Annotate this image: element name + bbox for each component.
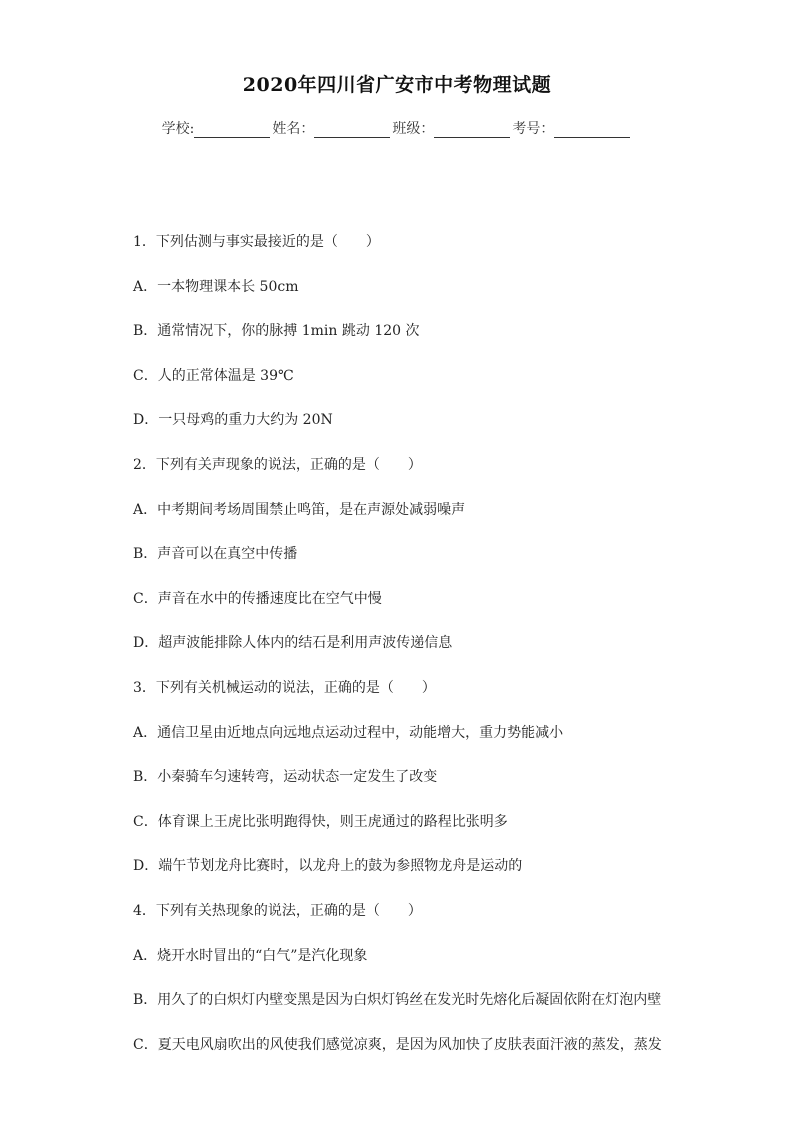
question-3-option-d: D．端午节划龙舟比赛时，以龙舟上的鼓为参照物龙舟是运动的 bbox=[133, 858, 523, 875]
school-blank bbox=[194, 123, 270, 138]
question-3-option-c: C．体育课上王虎比张明跑得快，则王虎通过的路程比张明多 bbox=[133, 813, 508, 830]
class-blank bbox=[434, 123, 510, 138]
question-4-stem: 4．下列有关热现象的说法，正确的是（ ） bbox=[133, 902, 422, 919]
class-field bbox=[392, 118, 512, 138]
question-1-option-a: A．一本物理课本长 50cm bbox=[133, 278, 299, 295]
class-label: 班级： bbox=[392, 121, 435, 137]
question-1-option-b: B．通常情况下，你的脉搏 1min 跳动 120 次 bbox=[133, 323, 420, 340]
question-2-option-c: C．声音在水中的传播速度比在空气中慢 bbox=[133, 590, 382, 607]
exam-number-field bbox=[512, 118, 632, 138]
student-info-line bbox=[0, 118, 794, 138]
question-4-option-a: A．烧开水时冒出的“白气”是汽化现象 bbox=[133, 947, 368, 964]
question-1-stem: 1．下列估测与事实最接近的是（ ） bbox=[133, 234, 380, 250]
question-3-option-a: A．通信卫星由近地点向远地点运动过程中，动能增大，重力势能减小 bbox=[133, 724, 564, 741]
question-3-stem: 3．下列有关机械运动的说法，正确的是（ ） bbox=[133, 679, 436, 696]
school-label: 学校: bbox=[161, 121, 195, 137]
question-2-stem: 2．下列有关声现象的说法，正确的是（ ） bbox=[133, 456, 422, 473]
question-2-option-d: D．超声波能排除人体内的结石是利用声波传递信息 bbox=[133, 635, 453, 652]
name-blank bbox=[314, 123, 390, 138]
question-2-option-b: B．声音可以在真空中传播 bbox=[133, 546, 298, 563]
question-2-option-a: A．中考期间考场周围禁止鸣笛，是在声源处减弱噪声 bbox=[133, 501, 466, 518]
question-1-option-c: C．人的正常体温是 39℃ bbox=[133, 367, 294, 384]
question-3-option-b: B．小秦骑车匀速转弯，运动状态一定发生了改变 bbox=[133, 769, 438, 786]
name-field bbox=[272, 118, 392, 138]
question-list bbox=[133, 232, 773, 1079]
exam-number-blank bbox=[554, 123, 630, 138]
name-label: 姓名： bbox=[272, 121, 315, 137]
school-field bbox=[162, 118, 273, 138]
question-4-option-c: C．夏天电风扇吹出的风使我们感觉凉爽，是因为风加快了皮肤表面汗液的蒸发，蒸发 bbox=[133, 1036, 662, 1053]
question-4-option-b: B．用久了的白炽灯内壁变黑是因为白炽灯钨丝在发光时先熔化后凝固依附在灯泡内壁 bbox=[133, 992, 662, 1009]
exam-number-label: 考号： bbox=[512, 121, 555, 137]
page-title: 2020年四川省广安市中考物理试题 bbox=[242, 74, 552, 96]
question-1-option-d: D．一只母鸡的重力大约为 20N bbox=[133, 412, 333, 429]
